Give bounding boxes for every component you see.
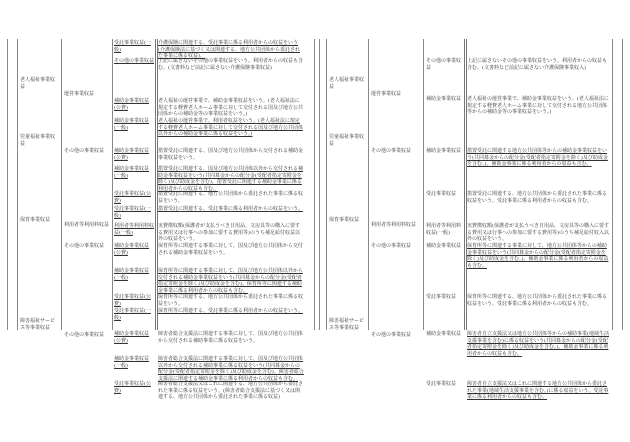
account-item-description: 措置受託に関連する、国及び地方公共団体から交付される補助金事業収益をいう。 (158, 148, 304, 161)
account-item-name: 利用者等利用料収益(一般) (426, 223, 462, 236)
category-label: 老人福祉事業収益 (20, 77, 56, 90)
category-label: 障害福祉サービス等事業収益 (20, 318, 56, 331)
account-item-description: 障害者総合支援法又はこれに関連する、地方公共団体から委託された事業に係る収益をいう。(障害者総合支援法に基づく又は関連する、地方公共団体から委託された事業に係る収益) (158, 381, 304, 401)
table-column-divider (368, 39, 369, 330)
subcategory-label: その他の事業収益 (371, 243, 412, 249)
subcategory-label: その他の事業収益 (371, 332, 412, 338)
account-item-description: 保育所等に関連する、地方公共団体から委託された事業に係る収益をいう。 (158, 294, 304, 307)
subcategory-label: その他の事業収益 (64, 332, 105, 338)
category-label: 児童福祉事業収益 (20, 134, 56, 147)
account-item-description: 保育所等に関連する事業に対して、国及び地方公共団体から交付される補助金事業収益をいう。 (158, 243, 303, 256)
account-item-description: 老人福祉の運営事業で、補助金事業収益をいう。(老人福祉法に規定する軽費老人ホーム事業に対して交付される地方公共団体等からの補助金等の事業収益をいう。) (467, 96, 609, 116)
account-item-name: 補助金事業収益(公費) (114, 243, 150, 256)
account-item-name: その他の事業収益 (426, 58, 462, 71)
account-item-name: 補助金事業収益(公費) (114, 148, 150, 161)
table-column-divider (423, 39, 424, 330)
account-item-description: 保育所等に関連する、受託事業に係る利用者からの収益をいう。 (158, 308, 304, 314)
table-column-divider (7, 39, 8, 330)
account-item-description: 実費徴収額(保護者が支払うべき日用品、文房具等の購入に要する費用又は行事への参加に要する費用等)のうち補足給付収益以外の収益をいう。 (158, 223, 300, 243)
account-item-name: 補助金事業収益(一般) (114, 166, 150, 179)
account-item-name: 受託事業収益(公費) (114, 381, 151, 394)
account-item-description: 障害者自立支援法又は地方公共団体等からの補助事業(地域生活支援事業を含む)に係る収益をいう(共同募金からの配分金(受配者指定寄附金を除く)及び助成金を含む。)。補助金事業に係る利用者からの収益も含む。 (467, 331, 609, 357)
account-item-description: 措置受託に関連する、受託事業に係る利用者からの収益をいう。 (158, 206, 304, 212)
table-column-divider (314, 39, 315, 330)
account-item-description: 上記に属さないその他の事業収益をいう。利用者からの収益も含む。(文書料など前記に属さない介護保険事業収益) (158, 58, 304, 71)
account-item-name: 受託事業収益(一般) (114, 308, 151, 321)
account-item-name: 受託事業収益(一般) (114, 206, 151, 219)
account-item-description: 介護保険に関連する、受託事業に係る利用者からの収益をいう(介護保険法に基づく又は関連する、地方公共団体から委託された事業に係る収益)。 (158, 40, 300, 60)
account-item-name: 補助金事業収益(公費) (114, 98, 150, 111)
account-item-description: 保育所等に関連する事業に対して、国及び地方公共団体以外から交付される補助金事業収益をいう(共同募金からの配分金(受配者指定寄附金を除く)及び助成金を含む)。保育所等に関連する補助金事業に係る利用者からの収益も含む。 (158, 268, 303, 294)
table-column-divider (112, 39, 113, 330)
category-label: 保育事業収益 (329, 217, 360, 223)
account-item-name: その他の事業収益 (114, 58, 155, 64)
account-item-name: 補助金事業収益 (426, 243, 462, 249)
table-column-divider (464, 39, 467, 330)
account-item-description: 障害者総合支援法に関連する事業に対して、国及び地方公共団体から交付される補助事業に係る収益をいう。 (158, 331, 303, 344)
table-column-divider (17, 39, 18, 330)
account-item-description: 保育所等に関連する、地方公共団体から委託された事業に係る収益をいう。受託事業に係る利用者からの収益も含む。 (467, 294, 608, 307)
table-column-divider (612, 39, 613, 330)
account-item-name: 受託事業収益(公費) (114, 294, 151, 307)
account-item-name: 補助金事業収益 (426, 331, 462, 337)
category-label: 障害福祉サービス等事業収益 (329, 318, 365, 331)
account-item-description: 措置受託に関連する、地方公共団体から委託された事業に係る収益をいう。受託事業に係る利用者からの収益も含む。 (467, 191, 608, 204)
account-item-description: 老人福祉の運営事業で、利用者収益をいう。(老人福祉法に規定する軽費老人ホーム事業に対して交付される国及び地方公共団体以外からの補助金事業に係る収益をいう。) (158, 118, 304, 138)
account-item-description: 老人福祉の運営事業で、補助金事業収益をいう。(老人福祉法に規定する軽費老人ホーム事業に対して交付される国及び地方公共団体からの補助金等の事業収益をいう。) (158, 98, 304, 118)
category-label: 児童福祉事業収益 (329, 134, 365, 147)
table-column-divider (622, 39, 623, 330)
table-column-divider (319, 39, 320, 330)
account-item-description: 実費徴収額(保護者が支払うべき日用品、文房具等の購入に要する費用又は行事への参加に要する費用等)のうち補足給付収入以外の収益をいう。 (467, 223, 609, 243)
subcategory-label: その他の事業収益 (371, 148, 412, 154)
subcategory-label: その他の事業収益 (64, 148, 105, 154)
account-item-description: 措置受託に関連する、地方公共団体から委託された事業に係る収益をいう。 (158, 191, 304, 204)
subcategory-label: 利用者等利用料収益 (64, 222, 110, 228)
subcategory-label: 運営事業収益 (371, 91, 402, 97)
account-item-name: 受託事業収益 (426, 294, 457, 300)
account-item-description: 保育所等に関連する事業に対して、地方公共団体等からの補助金事業収益をいう(共同募金からの配分金(受配者指定寄附金を除く)及び助成金を含む。)。補助金事業に係る利用者からの収益も含む。 (467, 243, 609, 269)
account-item-name: 補助金事業収益(公費) (114, 331, 150, 344)
subcategory-label: その他の事業収益 (64, 243, 105, 249)
account-item-name: 補助金事業収益(一般) (114, 268, 150, 281)
account-item-name: 補助金事業収益(一般) (114, 356, 150, 369)
subcategory-label: 利用者等利用料収益 (371, 222, 417, 228)
table-column-divider (326, 39, 327, 330)
account-item-description: 障害者自立支援法又はこれに関連する地方公共団体から委託された事業(地域生活支援事業を含む。)に係る収益をいう。受託事業に係る利用者からの収益も含む。 (467, 381, 609, 401)
account-item-name: 補助金事業収益 (426, 148, 462, 154)
account-item-name: 補助金事業収益 (426, 96, 462, 102)
category-label: 保育事業収益 (20, 217, 51, 223)
account-item-description: 措置受託に関連する地方公共団体等からの補助金事業収益をいう(共同募金からの配分金(受配者指定寄附金を除く)及び助成金を含む。)。補助金事業に係る利用者からの収益も含む。 (467, 148, 608, 168)
account-item-description: 上記に属さないその他の事業収益をいう。利用者からの収益も含む。(文書料など前記に属さない介護保険事業収入) (467, 58, 608, 71)
account-item-name: 受託事業収益 (426, 191, 457, 197)
account-item-name: 補助金事業収益(一般) (114, 118, 150, 131)
subcategory-label: 運営事業収益 (64, 91, 95, 97)
category-label: 老人福祉事業収益 (329, 77, 365, 90)
account-item-name: 受託事業収益(一般) (114, 40, 151, 53)
account-item-name: 受託事業収益(公費) (114, 191, 151, 204)
account-item-name: 受託事業収益 (426, 381, 457, 387)
account-item-description: 障害者総合支援法に関連する事業に対して、国及び地方公共団体以外から交付される補助事業に係る収益をいう(共同募金からの配分金(受配者指定寄附金を除く)及び助成金を含む)。障害者総合支援法に関連する補助金事業に係る利用者からの収益も含む。 (158, 356, 304, 382)
table-column-divider (61, 39, 62, 330)
account-item-description: 措置受託に関連する、国及び地方公共団体以外から交付される補助金事業収益をいう(共同募金からの配分金(受配者指定寄附金を除く)及び助成金を含む)。措置受託に関連する補助金事業に係る利用者からの収益も含む。 (158, 166, 304, 192)
account-item-name: 利用者等利用料収益(一般) (114, 223, 155, 236)
